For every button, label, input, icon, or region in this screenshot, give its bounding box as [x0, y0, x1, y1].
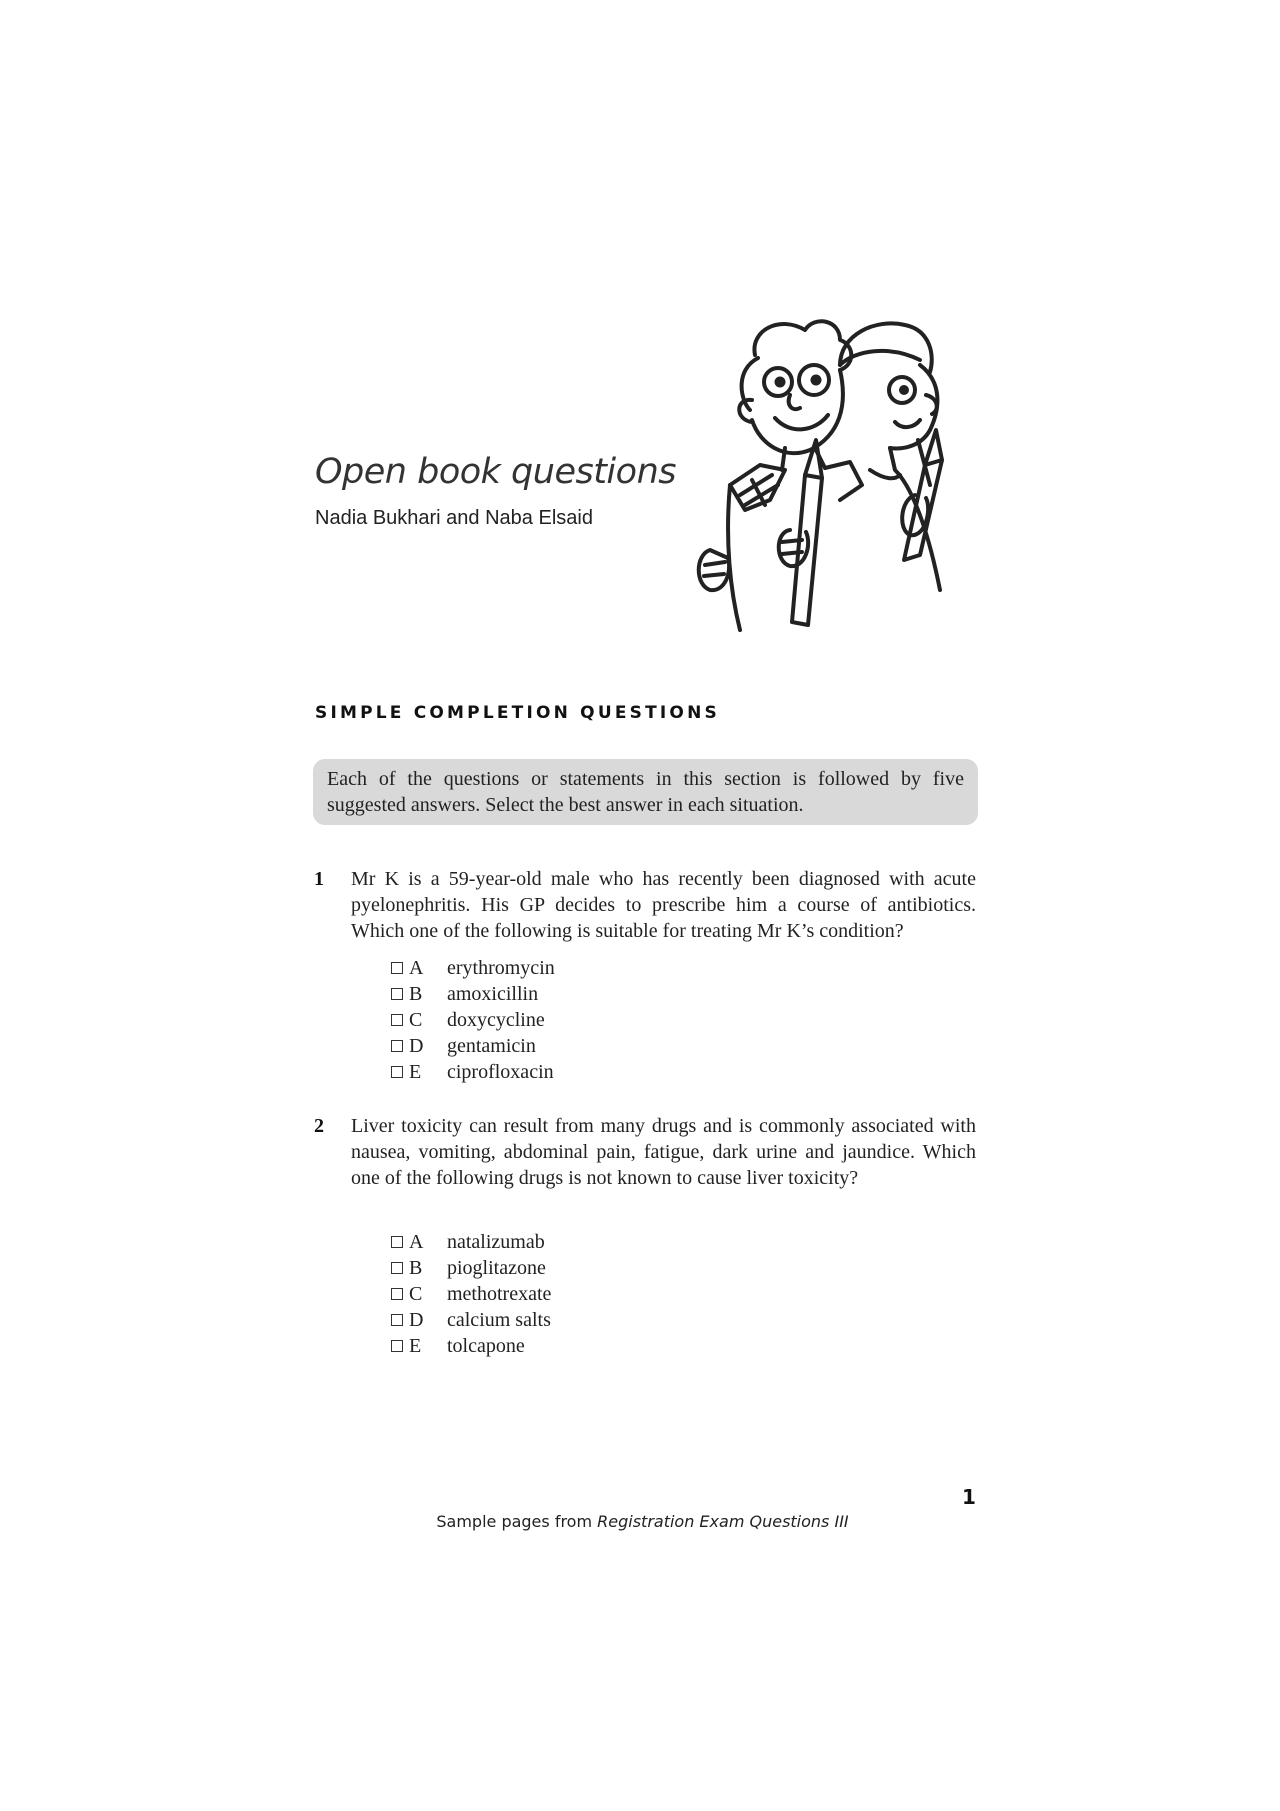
- checkbox-icon[interactable]: [391, 1014, 403, 1026]
- answer-options: [391, 955, 555, 1085]
- page-number: 1: [962, 1485, 976, 1509]
- option-text: tolcapone: [447, 1335, 525, 1357]
- checkbox-icon[interactable]: [391, 1314, 403, 1326]
- checkbox-icon[interactable]: [391, 962, 403, 974]
- answer-option[interactable]: [391, 1059, 555, 1085]
- chapter-title: Open book questions: [315, 452, 676, 492]
- question-number: 1: [314, 868, 324, 890]
- option-letter: B: [409, 983, 423, 1005]
- answer-option[interactable]: [391, 1255, 551, 1281]
- answer-option[interactable]: [391, 1229, 551, 1255]
- page-footer: [0, 1512, 1280, 1531]
- answer-option[interactable]: [391, 1281, 551, 1307]
- checkbox-icon[interactable]: [391, 1236, 403, 1248]
- section-heading: SIMPLE COMPLETION QUESTIONS: [315, 703, 720, 723]
- option-text: calcium salts: [447, 1309, 551, 1331]
- option-text: amoxicillin: [447, 983, 539, 1005]
- option-letter: B: [409, 1257, 423, 1279]
- question-number: 2: [314, 1115, 324, 1137]
- option-text: ciprofloxacin: [447, 1061, 554, 1083]
- checkbox-icon[interactable]: [391, 1066, 403, 1078]
- option-letter: D: [409, 1309, 424, 1331]
- answer-option[interactable]: [391, 981, 555, 1007]
- answer-option[interactable]: [391, 955, 555, 981]
- checkbox-icon[interactable]: [391, 1040, 403, 1052]
- answer-option[interactable]: [391, 1307, 551, 1333]
- checkbox-icon[interactable]: [391, 988, 403, 1000]
- answer-option[interactable]: [391, 1007, 555, 1033]
- instructions-box: Each of the questions or statements in this section is followed by five suggested answers. Select the best answer in each situation.: [313, 759, 978, 825]
- option-text: doxycycline: [447, 1009, 545, 1031]
- option-letter: A: [409, 1231, 424, 1253]
- checkbox-icon[interactable]: [391, 1340, 403, 1352]
- footer-book-title: Registration Exam Questions III: [597, 1512, 849, 1531]
- option-letter: E: [409, 1335, 422, 1357]
- question-text: Mr K is a 59-year-old male who has recently been diagnosed with acute pyelonephritis. His GP decides to prescribe him a course of antibiotics. Which one of the following is suitable for treating Mr K’s condition?: [351, 868, 976, 942]
- option-text: natalizumab: [447, 1231, 545, 1253]
- answer-option[interactable]: [391, 1033, 555, 1059]
- option-text: pioglitazone: [447, 1257, 546, 1279]
- option-letter: D: [409, 1035, 424, 1057]
- question-text: Liver toxicity can result from many drugs and is commonly associated with nausea, vomiting, abdominal pain, fatigue, dark urine and jaundice. Which one of the following drugs is not known to cause liver toxicity?: [351, 1115, 976, 1189]
- option-letter: C: [409, 1009, 423, 1031]
- option-letter: A: [409, 957, 424, 979]
- footer-prefix: Sample pages from: [436, 1512, 598, 1531]
- option-text: gentamicin: [447, 1035, 536, 1057]
- students-illustration: [690, 310, 980, 640]
- option-letter: E: [409, 1061, 422, 1083]
- option-letter: C: [409, 1283, 423, 1305]
- option-text: methotrexate: [447, 1283, 552, 1305]
- checkbox-icon[interactable]: [391, 1288, 403, 1300]
- chapter-authors: Nadia Bukhari and Naba Elsaid: [315, 507, 593, 529]
- checkbox-icon[interactable]: [391, 1262, 403, 1274]
- answer-option[interactable]: [391, 1333, 551, 1359]
- option-text: erythromycin: [447, 957, 555, 979]
- answer-options: [391, 1229, 551, 1359]
